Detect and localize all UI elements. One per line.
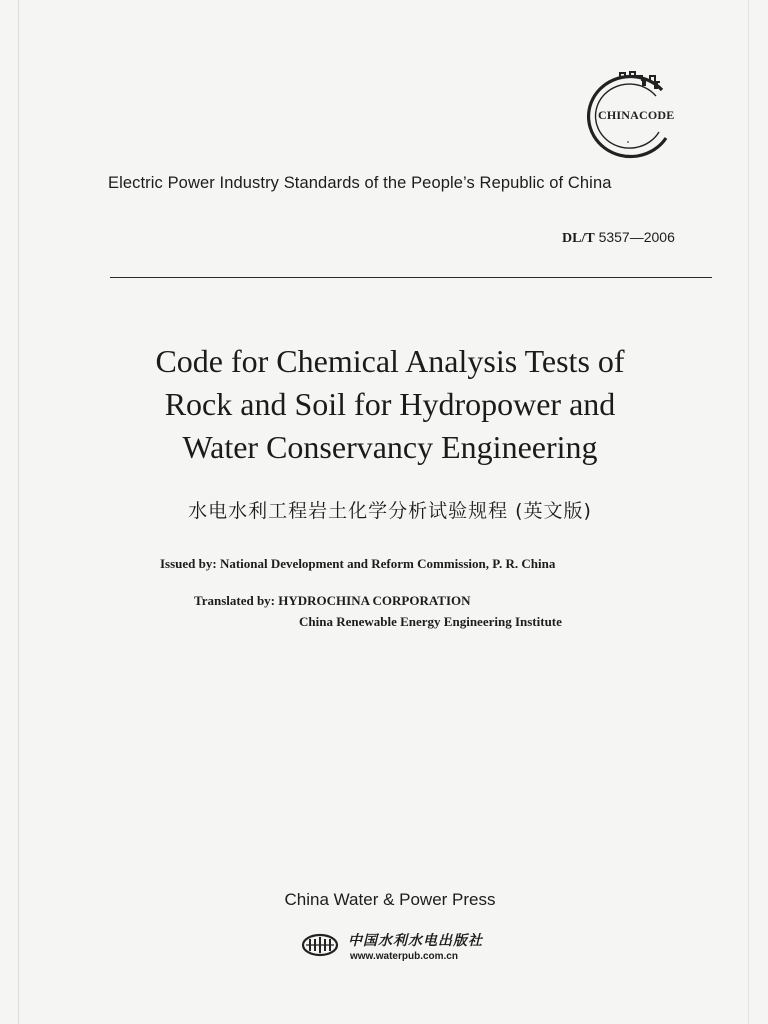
header-divider — [110, 277, 712, 278]
publisher-url: www.waterpub.com.cn — [350, 951, 458, 962]
title-line-2: Rock and Soil for Hydropower and — [164, 386, 616, 422]
publisher-name: China Water & Power Press — [284, 890, 496, 909]
chinese-title: 水电水利工程岩土化学分析试验规程 (英文版) — [188, 500, 592, 522]
standard-code: 5357—2006 — [598, 229, 675, 245]
translated-by: Translated by: HYDROCHINA CORPORATION — [194, 593, 471, 608]
scan-edge-left — [18, 0, 19, 1024]
title-line-3: Water Conservancy Engineering — [182, 429, 598, 465]
title-line-1: Code for Chemical Analysis Tests of — [155, 343, 625, 379]
standard-number — [562, 229, 675, 247]
issued-by: Issued by: National Development and Reform Commission, P. R. China — [160, 556, 556, 571]
scan-edge-right — [748, 0, 749, 1024]
chinacode-logo-text: CHINACODE — [598, 108, 675, 122]
standard-series: Electric Power Industry Standards of the People’s Republic of China — [108, 174, 612, 192]
standard-prefix: DL/T — [562, 231, 595, 246]
document-title — [100, 340, 680, 469]
publisher-chinese-name: 中国水利水电出版社 — [348, 933, 483, 949]
translated-by-institute: China Renewable Energy Engineering Institute — [299, 614, 562, 629]
waterpub-logo-icon — [300, 932, 340, 958]
